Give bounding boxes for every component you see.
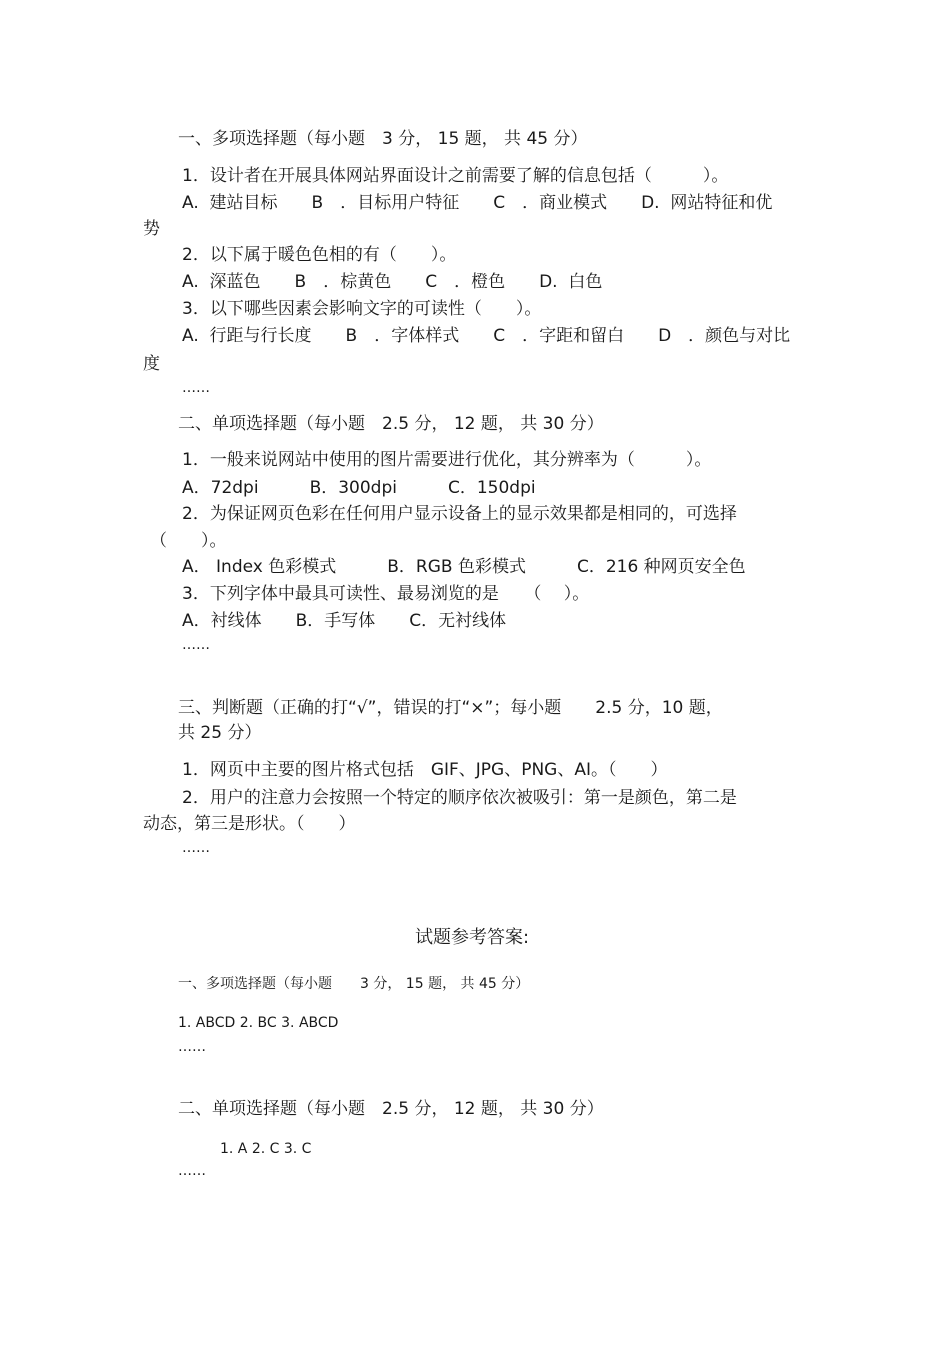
s3-q2: 2．用户的注意力会按照一个特定的顺序依次被吸引：第一是颜色，第二是 [182, 788, 737, 808]
s2-q2-stem: 2．为保证网页色彩在任何用户显示设备上的显示效果都是相同的，可选择 [182, 504, 737, 524]
s1-q2-options: A. 深蓝色 B ．棕黄色 C ．橙色 D. 白色 [182, 272, 603, 292]
s1-q3-stem: 3．以下哪些因素会影响文字的可读性（ ）。 [182, 299, 542, 319]
s1-q3-options-wrap: 度 [143, 354, 160, 374]
section3-heading-wrap: 共 25 分） [178, 723, 262, 743]
s3-q2-wrap: 动态，第三是形状。（ ） [143, 814, 356, 834]
s2-q1-stem: 1．一般来说网站中使用的图片需要进行优化，其分辨率为（ ）。 [182, 450, 712, 470]
s3-ellipsis: …… [182, 840, 210, 856]
s1-q2-stem: 2．以下属于暖色色相的有（ ）。 [182, 245, 457, 265]
s2-q2-stem-wrap: （ ）。 [150, 531, 227, 551]
section3-heading: 三、判断题（正确的打“√”，错误的打“×”；每小题 2.5 分，10 题， [178, 698, 723, 718]
section2-heading: 二、单项选择题（每小题 2.5 分， 12 题， 共 30 分） [178, 414, 604, 434]
answers-section2-list: 1. A 2. C 3. C [220, 1141, 312, 1157]
s1-q1-options-wrap: 势 [143, 219, 160, 239]
answers-section2-heading: 二、单项选择题（每小题 2.5 分， 12 题， 共 30 分） [178, 1099, 604, 1119]
answers-section1-heading: 一、多项选择题（每小题 3 分， 15 题， 共 45 分） [178, 976, 530, 992]
answers-section1-list: 1. ABCD 2. BC 3. ABCD [178, 1015, 339, 1031]
s3-q1: 1．网页中主要的图片格式包括 GIF、JPG、PNG、AI。（ ） [182, 760, 668, 780]
s2-q3-stem: 3．下列字体中最具可读性、最易浏览的是 （ ）。 [182, 584, 590, 604]
s2-q2-options: A． Index 色彩模式 B．RGB 色彩模式 C．216 种网页安全色 [182, 557, 746, 577]
s1-q1-stem: 1．设计者在开展具体网站界面设计之前需要了解的信息包括（ ）。 [182, 166, 729, 186]
s1-ellipsis: …… [182, 380, 210, 396]
answers-section2-ellipsis: …… [178, 1163, 206, 1179]
s1-q1-options: A. 建站目标 B ．目标用户特征 C ．商业模式 D. 网站特征和优 [182, 193, 773, 213]
answers-section1-ellipsis: …… [178, 1039, 206, 1055]
section1-heading: 一、多项选择题（每小题 3 分， 15 题， 共 45 分） [178, 129, 588, 149]
s1-q3-options: A. 行距与行长度 B ．字体样式 C ．字距和留白 D ．颜色与对比 [182, 326, 791, 346]
answers-title: 试题参考答案: [415, 927, 530, 948]
s2-q3-options: A．衬线体 B．手写体 C．无衬线体 [182, 611, 507, 631]
s2-q1-options: A．72dpi B．300dpi C．150dpi [182, 478, 536, 498]
s2-ellipsis: …… [182, 637, 210, 653]
